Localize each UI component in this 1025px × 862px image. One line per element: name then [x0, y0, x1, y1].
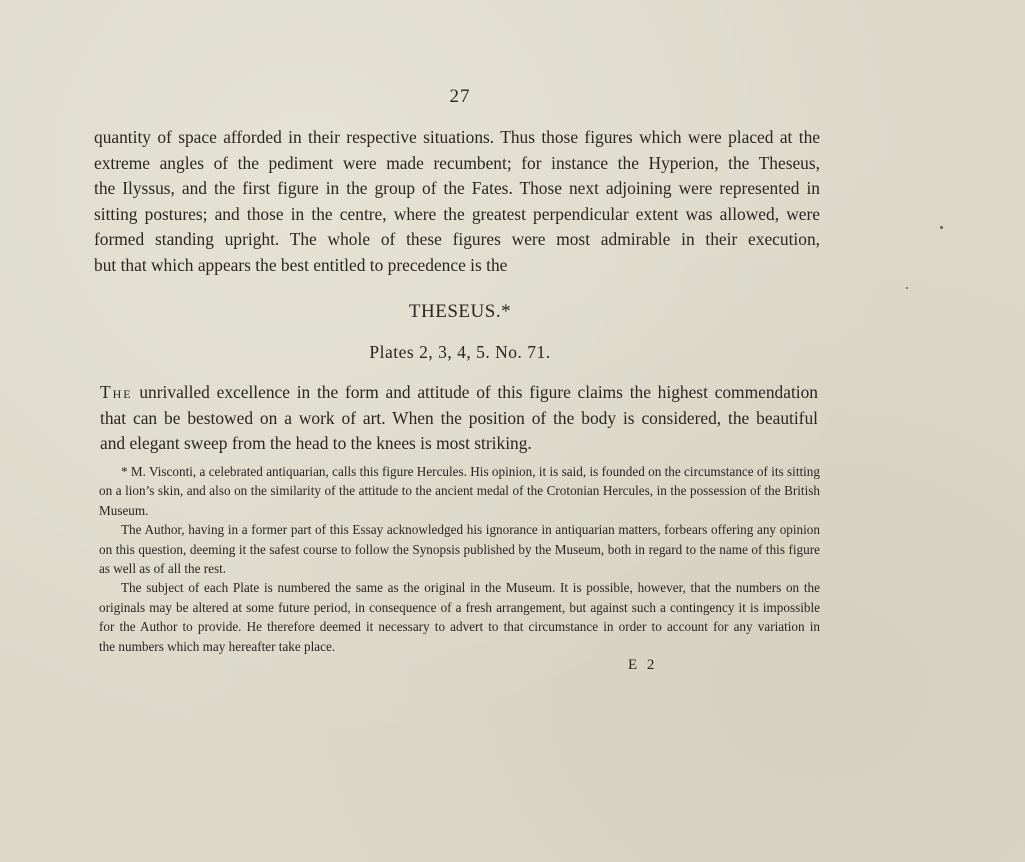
footnote-line: * M. Visconti, a celebrated antiquarian, calls this figure Hercules. His opinion, it is said, is founded on the circumstance of its sitting: [121, 464, 820, 479]
main-line: and elegant sweep from the head to the knees is most striking.: [100, 433, 532, 454]
plates-reference: Plates 2, 3, 4, 5. No. 71.: [369, 342, 551, 362]
main-paragraph: [100, 380, 818, 457]
intro-line: extreme angles of the pediment were made recumbent; for instance the Hyperion, the Theseus,: [94, 152, 820, 173]
paper-speck: [906, 287, 908, 289]
footnote-line: Museum.: [99, 502, 149, 518]
footnote-line: on a lion’s skin, and also on the similarity of the attitude to the ancient medal of the Crotonian Hercules, in the possession of the British: [99, 483, 820, 499]
main-line-text: unrivalled excellence in the form and attitude of this figure claims the highest commendation: [132, 382, 818, 402]
intro-line: formed standing upright. The whole of these figures were most admirable in their execution,: [94, 229, 820, 250]
intro-line: the Ilyssus, and the first figure in the group of the Fates. Those next adjoining were represented in: [94, 178, 820, 199]
intro-line: but that which appears the best entitled to precedence is the: [94, 254, 508, 275]
intro-line: sitting postures; and those in the centre, where the greatest perpendicular extent was allowed, were: [94, 203, 820, 224]
page-number: 27: [449, 86, 471, 107]
main-line: [100, 380, 818, 406]
section-title: THESEUS.*: [408, 301, 512, 322]
footnote-line: The Author, having in a former part of this Essay acknowledged his ignorance in antiquarian matters, forbears offering any opinion: [121, 522, 820, 538]
intro-line: quantity of space afforded in their respective situations. Thus those figures which were placed at the: [94, 127, 820, 147]
footnote-line: as well as of all the rest.: [99, 561, 227, 577]
footnote-line: for the Author to provide. He therefore deemed it necessary to advert to that circumstance in order to account for any variation in: [99, 619, 820, 635]
drop-word: The: [100, 382, 133, 402]
intro-paragraph: [94, 125, 820, 279]
signature-mark: E 2: [628, 657, 658, 673]
footnote-line: originals may be altered at some future period, in consequence of a fresh arrangement, but against such a contingency it is impossible: [99, 599, 820, 615]
paper-speck: [940, 226, 943, 229]
footnote-line: on this question, deeming it the safest course to follow the Synopsis published by the Museum, both in regard to the name of this figure: [99, 541, 820, 557]
footnote-line: The subject of each Plate is numbered the same as the original in the Museum. It is possible, however, that the numbers on the: [121, 580, 820, 596]
main-line: that can be bestowed on a work of art. When the position of the body is considered, the beautiful: [100, 407, 818, 428]
footnotes: [99, 462, 820, 656]
footnote-line: the numbers which may hereafter take place.: [99, 638, 336, 654]
